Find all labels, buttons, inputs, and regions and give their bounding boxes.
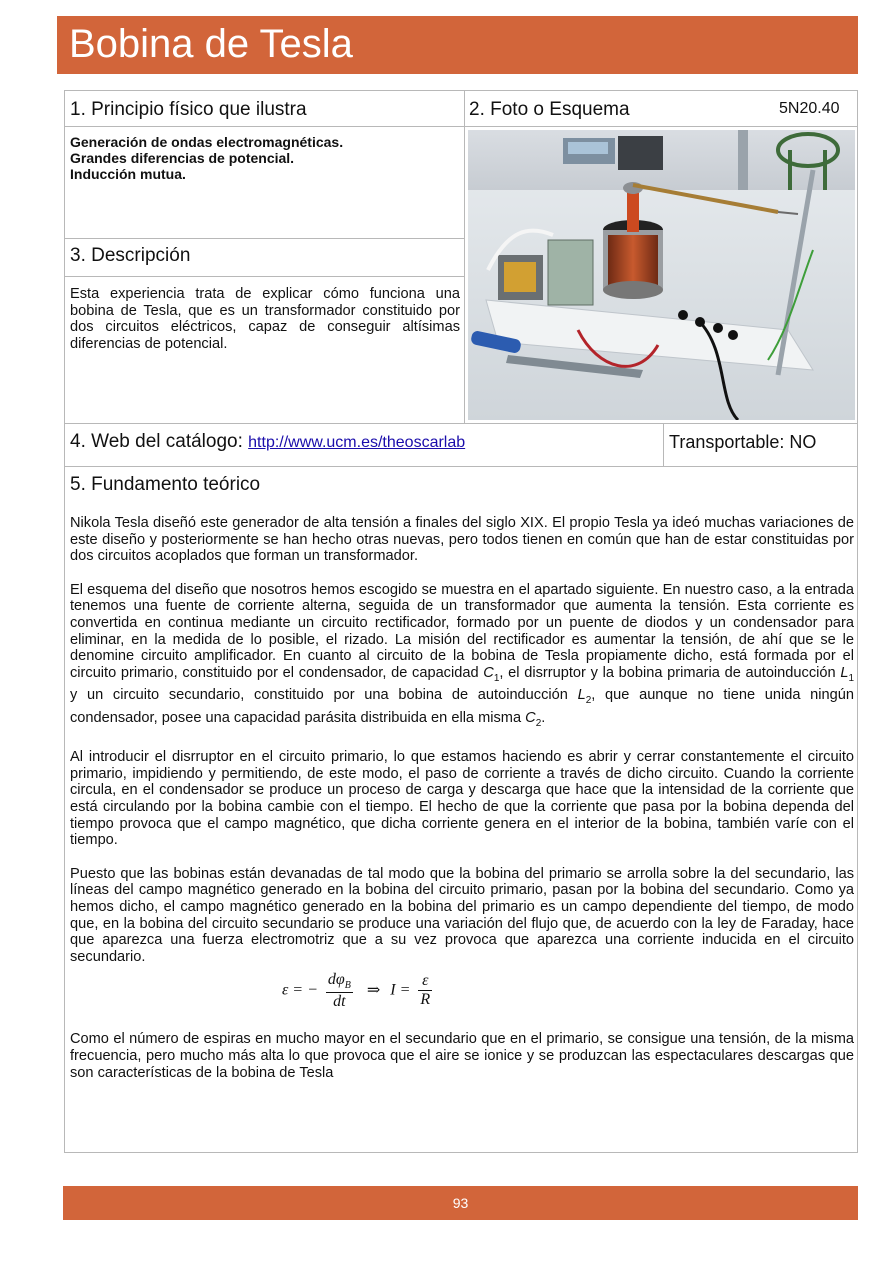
section1-content [70,134,455,182]
divider [464,91,465,423]
symbol-l2: L [577,687,586,704]
transportable-status: Transportable: NO [669,432,817,452]
text-run: , que aunque no tiene unida ningún condensador, posee una capacidad parásita distribuida en ella misma [70,687,854,726]
text-run: , el disrruptor y la bobina primaria de autoinducción [499,664,841,681]
apparatus-photo [468,130,855,420]
theory-paragraph [70,582,854,732]
theory-paragraph: Como el número de espiras en mucho mayor en el secundario que en el primario, se consigue una tensión, de la misma frecuencia, pero mucho más alta lo que provoca que el aire se ionice y se produzcan las espectaculares descargas que son características de la bobina de Tesla [70,1031,854,1081]
page-number: 93 [452,1195,469,1211]
principle-line: Grandes diferencias de potencial. [70,150,295,166]
symbol-l1: L [840,664,849,681]
faraday-formula [282,971,854,1015]
text-run: y un circuito secundario, constituido por una bobina de autoinducción [70,687,578,704]
title-banner [57,16,858,74]
divider [65,276,464,277]
numerator [326,971,353,992]
subscript: B [344,980,351,992]
text-run: . [541,709,546,726]
formula-text: I = [390,981,411,999]
catalog-link[interactable]: http://www.ucm.es/theoscarlab [248,434,466,451]
catalog-code: 5N20.40 [779,100,840,117]
description-text: Esta experiencia trata de explicar cómo funciona una bobina de Tesla, que es un transformador constituido por dos circuitos eléctricos, capaz de conseguir altísimas diferencias de potencial. [70,286,460,352]
web-catalog-row [70,430,465,455]
principle-line: Inducción mutua. [70,166,186,182]
divider [663,423,664,466]
denominator: R [420,991,431,1009]
formula-text: dφ [327,971,345,989]
section1-heading: 1. Principio físico que ilustra [70,99,307,120]
text-run: El esquema del diseño que nosotros hemos escogido se muestra en el apartado siguiente. En nuestro caso, a la entrada tenemos una fuente de corriente alterna, seguida de un transformador que aumenta la tensión. Esta corriente es convertida en continua mediante un circuito rectificador, formado por un puente de diodos y un condensador para eliminar, en la medida de lo posible, el rizado. La misión del rectificador es aumentar la tensión, de ahí que se le denomine circuito amplificador. En cuanto al circuito de la bobina de Tesla propiamente dicho, está formada por el circuito primario, constituido por el condensador, de capacidad [70,581,854,681]
formula-text: ε = − [282,981,318,999]
section3-heading: 3. Descripción [70,245,191,266]
subscript: 1 [493,672,500,684]
theory-paragraph: Puesto que las bobinas están devanadas de tal modo que la bobina del primario se arrolla sobre la del secundario, las líneas del campo magnético generado en la bobina del circuito primario, pasan por la bobina del secundario. Como ya hemos dicho, el campo magnético generado en la bobina del primario es un campo dependiente del tiempo, de modo que, en la bobina del circuito secundario se produce una variación del flujo que, de acuerdo con la ley de Faraday, hace que aparezca una fuerza electromotriz que a su vez provoca que aparezca una corriente inducida en el circuito secundario. [70,865,854,965]
divider [65,126,857,127]
divider [65,238,464,239]
denominator: dt [333,992,346,1010]
theory-paragraph: Al introducir el disrruptor en el circuito primario, lo que estamos haciendo es abrir y cerrar constantemente el circuito primario, impidiendo y permitiendo, de este modo, el paso de corriente a través de dicho circuito. Cuando la corriente circula, en el condensador se produce un proceso de carga y descarga que hace que la intensidad de la corriente que está circulando por la bobina cambie con el tiempo. El hecho de que la corriente que pasa por la bobina dependa del tiempo provoca que el campo magnético, que dicha corriente genera en el interior de la bobina, también varíe con el tiempo. [70,749,854,849]
symbol-c1: C [483,664,494,681]
symbol-c2: C [525,709,536,726]
divider [65,466,857,467]
principle-line: Generación de ondas electromagnéticas. [70,134,344,150]
subscript: 2 [585,695,592,707]
fraction [326,971,353,1010]
divider [65,423,857,424]
web-catalog-label: 4. Web del catálogo: [70,431,249,452]
page-title: Bobina de Tesla [69,22,353,66]
theory-paragraph: Nikola Tesla diseñó este generador de alta tensión a finales del siglo XIX. El propio Tesla ya ideó muchas variaciones de este diseño y posteriormente se han hecho otras nuevas, pero todos tienen en común que han de estar constituidas por dos circuitos acoplados que forman un transformador. [70,515,854,565]
section5-heading: 5. Fundamento teórico [70,474,261,495]
implies-symbol: ⇒ [366,981,381,999]
subscript: 1 [848,672,854,684]
footer-bar [63,1186,858,1220]
tesla-coil-photo-illustration [468,130,855,420]
numerator: ε [418,972,432,991]
subscript: 2 [535,717,542,729]
fraction [418,972,432,1009]
content-frame [64,90,858,1153]
theory-body [70,515,854,1081]
section2-heading: 2. Foto o Esquema [469,99,630,120]
